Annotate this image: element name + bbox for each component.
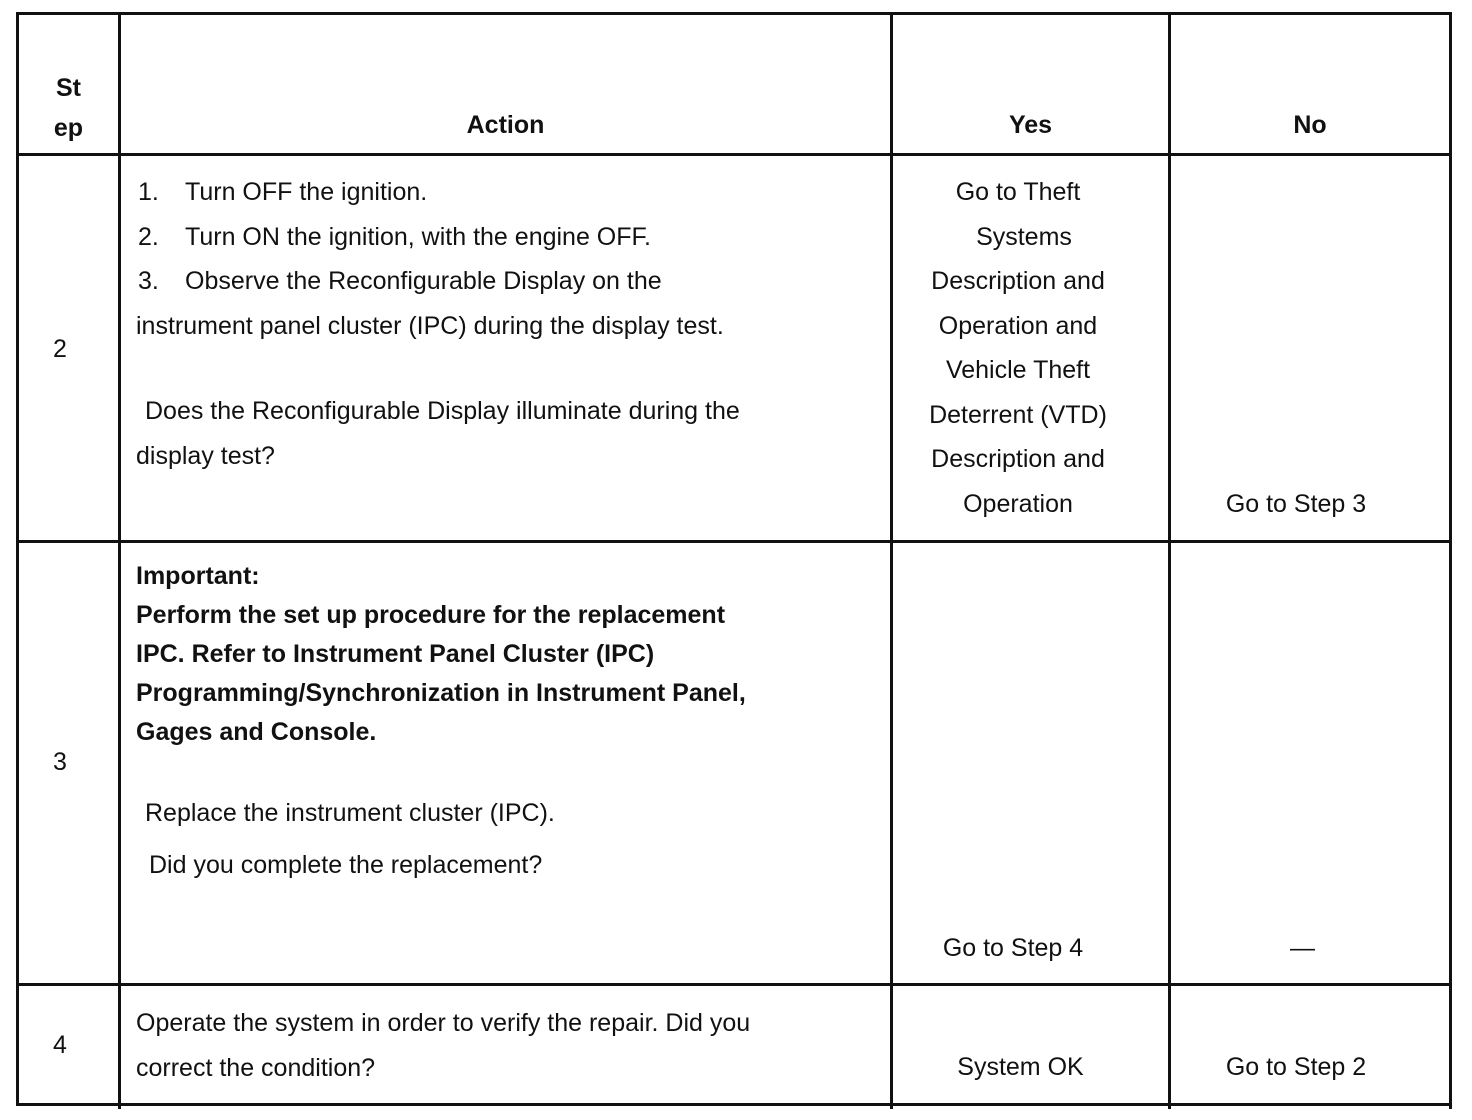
list-number: 3. (138, 267, 159, 295)
list-text: Turn ON the ignition, with the engine OFF. (185, 222, 651, 251)
list-item (136, 259, 881, 304)
header-no: No (1293, 111, 1327, 139)
important-label: Important: (136, 562, 260, 590)
header-yes: Yes (1008, 111, 1053, 139)
important-text: IPC. Refer to Instrument Panel Cluster (IPC) (136, 640, 655, 668)
yes-cell: System OK (957, 1053, 1084, 1081)
row-divider (16, 153, 1452, 156)
step-number: 3 (53, 748, 67, 776)
table-border-bottom (16, 1103, 1452, 1106)
table-border-left (16, 12, 19, 1106)
no-cell: — (1290, 934, 1315, 962)
yes-line: Operation (963, 489, 1073, 518)
step-number: 4 (53, 1031, 67, 1059)
question-text: Did you complete the replacement? (149, 850, 543, 879)
list-item (136, 215, 881, 260)
list-continuation: instrument panel cluster (IPC) during the display test. (136, 311, 724, 340)
yes-line: Operation and (938, 311, 1098, 340)
yes-line: Systems (976, 222, 1072, 251)
action-cell (136, 557, 881, 887)
important-text: Programming/Synchronization in Instrument Panel, (136, 679, 746, 707)
header-step: St ep (53, 74, 84, 142)
column-divider (118, 12, 121, 1109)
yes-line: Go to Theft (955, 178, 1081, 206)
action-text-cont: correct the condition? (136, 1053, 376, 1082)
yes-line: Description and (931, 267, 1105, 295)
yes-cell (893, 170, 1143, 526)
table-border-right (1449, 12, 1452, 1109)
row-divider (16, 983, 1452, 986)
no-cell: Go to Step 3 (1225, 490, 1367, 518)
table-border-top (16, 12, 1452, 15)
list-text: Turn OFF the ignition. (185, 178, 428, 206)
action-text: Operate the system in order to verify the repair. Did you (136, 1009, 751, 1037)
diagnostic-table (16, 12, 1452, 1109)
list-number: 1. (138, 178, 159, 206)
yes-line: Vehicle Theft (945, 356, 1091, 384)
no-cell: Go to Step 2 (1225, 1053, 1367, 1081)
action-cell (136, 170, 881, 478)
important-text: Perform the set up procedure for the replacement (136, 601, 726, 629)
important-text: Gages and Console. (136, 718, 377, 746)
list-item (136, 170, 881, 215)
instruction-text: Replace the instrument cluster (IPC). (145, 799, 555, 827)
header-action: Action (466, 111, 545, 139)
row-divider (16, 540, 1452, 543)
question-text: Does the Reconfigurable Display illuminate during the (145, 397, 740, 425)
list-text: Observe the Reconfigurable Display on the (185, 267, 662, 295)
yes-line: Description and (931, 445, 1105, 473)
step-number: 2 (53, 335, 67, 363)
question-text-cont: display test? (136, 441, 275, 470)
list-number: 2. (138, 222, 159, 251)
yes-line: Deterrent (VTD) (929, 400, 1107, 429)
action-cell (136, 1001, 881, 1090)
yes-cell: Go to Step 4 (942, 934, 1084, 962)
